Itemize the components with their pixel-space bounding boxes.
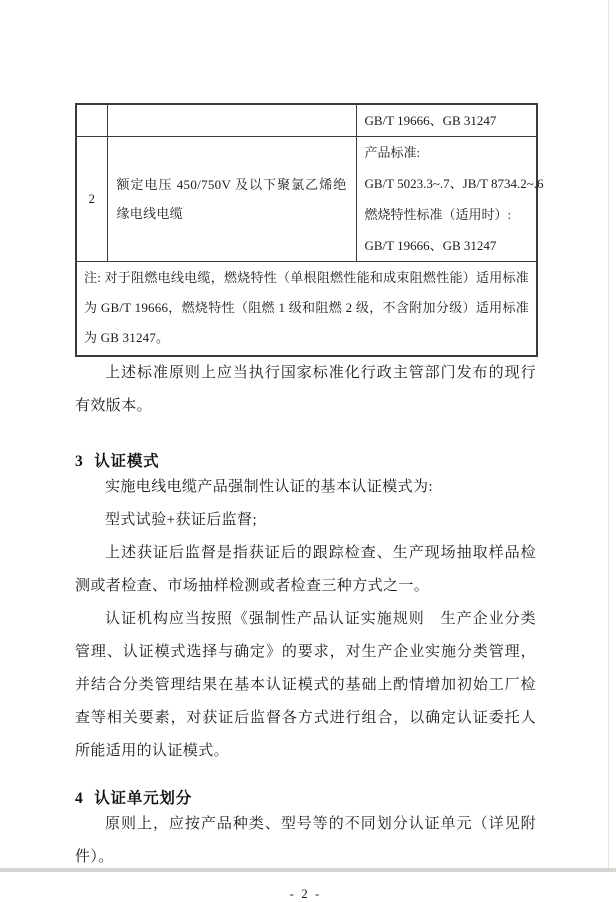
standard-line: GB/T 19666、GB 31247 xyxy=(364,238,497,253)
section-heading-4: 4 认证单元划分 xyxy=(75,790,193,807)
page-number: - 2 - xyxy=(289,886,322,901)
standard-line: GB/T 19666、GB 31247 xyxy=(364,113,497,128)
paragraph-standards-version: 上述标准原则上应当执行国家标准化行政主管部门发布的现行有效版本。 xyxy=(75,365,536,414)
product-name-cell xyxy=(107,104,356,137)
row-number-cell: 2 xyxy=(76,137,107,262)
paragraph-cert-body-requirements: 认证机构应当按照《强制性产品认证实施规则 生产企业分类管理、认证模式选择与确定》的要求，对生产企业实施分类管理，并结合分类管理结果在基本认证模式的基础上酌情增加初始工厂检查等相关要素，对获证后监督各方式进行组合，以确定认证委托人所能适用的认证模式。 xyxy=(75,611,536,759)
product-name-cell: 额定电压 450/750V 及以下聚氯乙烯绝缘电线电缆 xyxy=(107,137,356,262)
paragraph-basic-mode: 实施电线电缆产品强制性认证的基本认证模式为: xyxy=(105,479,433,495)
standard-line: GB/T 5023.3~.7、JB/T 8734.2~.6 xyxy=(364,176,544,191)
page-content xyxy=(75,103,544,902)
paragraph-unit-division: 原则上，应按产品种类、型号等的不同划分认证单元（详见附件）。 xyxy=(75,816,536,865)
standards-cell xyxy=(356,137,544,262)
standard-line: 燃烧特性标准（适用时）: xyxy=(364,207,512,222)
paragraph-post-cert-supervision: 上述获证后监督是指获证后的跟踪检查、生产现场抽取样品检测或者检查、市场抽样检测或者检查三种方式之一。 xyxy=(75,545,536,594)
standards-cell xyxy=(356,104,537,137)
paragraph-mode-formula: 型式试验+获证后监督; xyxy=(105,512,258,528)
table-row-2 xyxy=(76,137,537,262)
table-note: 注: 对于阻燃电线电缆，燃烧特性（单根阻燃性能和成束阻燃性能）适用标准为 GB/T 19666，燃烧特性（阻燃 1 级和阻燃 2 级，不含附加分级）适用标准为 GB 31247。 xyxy=(76,262,537,357)
section-heading-3: 3 认证模式 xyxy=(75,453,160,470)
page-edge-right xyxy=(608,0,609,868)
standard-line: 产品标准: xyxy=(364,145,421,160)
table-note-row xyxy=(76,262,537,357)
standards-table xyxy=(75,103,544,357)
table-row-continued xyxy=(76,104,537,137)
row-number-cell xyxy=(76,104,107,137)
page-edge-bottom xyxy=(0,868,616,872)
